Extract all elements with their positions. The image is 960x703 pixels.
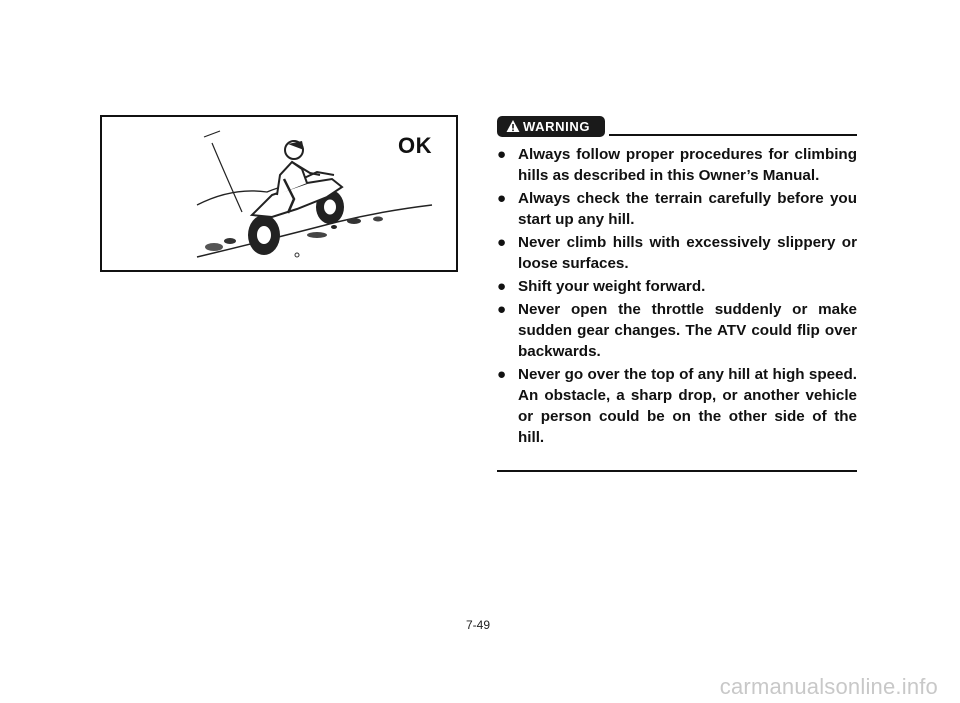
atv-hill-climb-figure <box>100 115 458 272</box>
warning-item: ● Always check the terrain carefully before you start up any hill. <box>497 190 857 228</box>
bullet-icon: ● <box>497 278 507 295</box>
warning-header-rule <box>609 134 857 136</box>
bullet-icon: ● <box>497 234 507 251</box>
warning-list <box>497 144 857 450</box>
warning-item: ● Never go over the top of any hill at high speed. An obstacle, a sharp drop, or another vehicle or person could be on the other side of the hill. <box>497 366 857 446</box>
warning-item: ● Always follow proper procedures for climbing hills as described in this Owner’s Manual. <box>497 146 857 184</box>
warning-title: WARNING <box>523 119 591 134</box>
warning-triangle-icon <box>506 119 520 133</box>
warning-item: ● Never climb hills with excessively slippery or loose surfaces. <box>497 234 857 272</box>
bullet-icon: ● <box>497 190 507 207</box>
warning-item: ● Never open the throttle suddenly or make sudden gear changes. The ATV could flip over backwards. <box>497 301 857 360</box>
watermark: carmanualsonline.info <box>719 674 938 699</box>
bullet-icon: ● <box>497 146 507 163</box>
figure-ok-label: OK <box>398 133 432 158</box>
warning-header <box>497 116 857 138</box>
bullet-icon: ● <box>497 301 507 318</box>
warning-bottom-rule <box>497 470 857 472</box>
warning-badge <box>497 116 605 137</box>
bullet-icon: ● <box>497 366 507 383</box>
warning-item: ● Shift your weight forward. <box>497 278 706 295</box>
page-number: 7-49 <box>466 618 491 632</box>
